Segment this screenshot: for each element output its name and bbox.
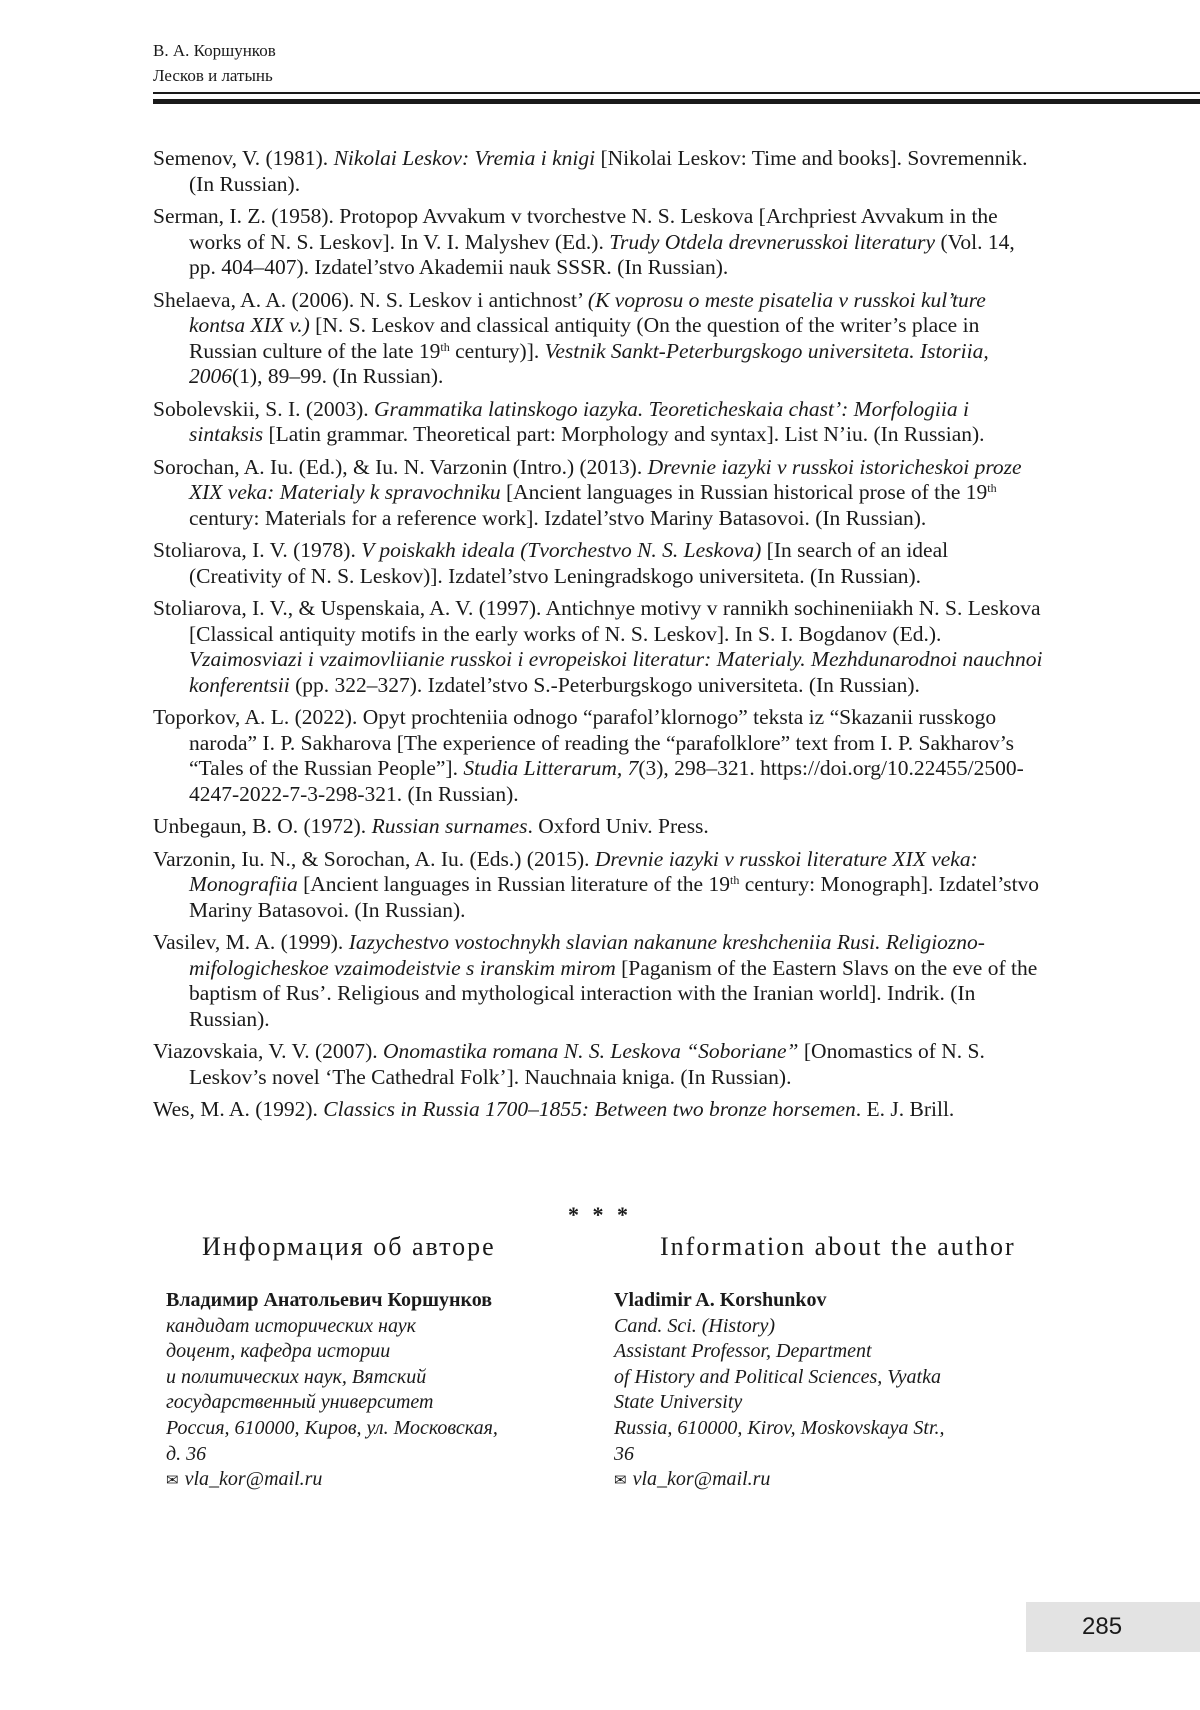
author-detail-line: 36: [614, 1442, 634, 1465]
author-detail-line: State University: [614, 1391, 743, 1414]
reference-title: Drevnie iazyki v russkoi istoricheskoi proze XIX veka: Materialy k spravochniku: [189, 454, 1022, 504]
reference-entry: [153, 538, 1043, 589]
author-detail-line: Russia, 610000, Kirov, Moskovskaya Str.,: [614, 1416, 945, 1439]
reference-text: (Vol. 14, pp. 404–407). Izdatel’stvo Akademii nauk SSSR. (In Russian).: [189, 229, 1015, 279]
reference-title: Classics in Russia 1700–1855: Between two bronze horsemen: [323, 1097, 856, 1121]
author-detail-line: of History and Political Sciences, Vyatka: [614, 1365, 941, 1388]
reference-title: Trudy Otdela drevnerusskoi literatury: [609, 229, 936, 254]
author-info-en: [614, 1288, 1054, 1495]
reference-entry: [153, 814, 1043, 840]
reference-text: century)].: [449, 338, 545, 363]
reference-entry: [153, 204, 1043, 281]
author-detail-line: доцент, кафедра истории: [166, 1340, 391, 1363]
reference-entry: [153, 1039, 1043, 1090]
reference-text: century: Materials for a reference work]. Izdatel’stvo Mariny Batasovoi. (In Russian).: [189, 505, 927, 530]
reference-text: . Oxford Univ. Press.: [527, 814, 709, 838]
header-rule-thick: [153, 99, 1200, 104]
reference-title: Vestnik Sankt-Peterburgskogo universiteta. Istoriia, 2006: [189, 338, 989, 388]
reference-superscript: th: [729, 873, 740, 887]
author-detail-line: Cand. Sci. (History): [614, 1314, 776, 1337]
reference-text: [Onomastics of N. S. Leskov’s novel ‘The Cathedral Folk’]. Nauchnaia kniga. (In Russian).: [189, 1039, 985, 1089]
reference-text: century: Monograph]. Izdatel’stvo Mariny Batasovoi. (In Russian).: [189, 872, 1040, 922]
email-link[interactable]: vla_kor@mail.ru: [184, 1468, 323, 1491]
reference-list: [153, 146, 1043, 1130]
reference-title: Iazychestvo vostochnykh slavian nakanune kreshcheniia Rusi. Religiozno-mifologicheskoe vzaimodeistvie s iranskim mirom: [189, 930, 985, 980]
reference-entry: [153, 847, 1043, 924]
author-detail-line: Assistant Professor, Department: [614, 1340, 872, 1363]
section-separator: * * *: [568, 1202, 632, 1227]
reference-text: Varzonin, Iu. N., & Sorochan, A. Iu. (Eds.) (2015).: [153, 846, 595, 871]
reference-text: (3), 298–321. https://doi.org/10.22455/2500-4247-2022-7-3-298-321. (In Russian).: [189, 756, 1024, 806]
reference-title: Vzaimosviazi i vzaimovliianie russkoi i evropeiskoi literatur: Materialy. Mezhdunarodnoi nauchnoi konferentsii: [189, 647, 1043, 697]
reference-text: [In search of an ideal (Creativity of N. S. Leskov)]. Izdatel’stvo Leningradskogo universiteta. (In Russian).: [189, 538, 949, 588]
author-info-ru: [166, 1288, 606, 1495]
reference-text: . E. J. Brill.: [855, 1097, 955, 1121]
reference-text: Unbegaun, B. O. (1972).: [153, 814, 372, 838]
author-email-ru: [166, 1467, 606, 1495]
page-number: 285: [1026, 1602, 1200, 1652]
reference-text: [Paganism of the Eastern Slavs on the eve of the baptism of Rus’. Religious and mythological interaction with the Iranian world]. Indrik. (In Russian).: [189, 955, 1038, 1031]
running-head: [153, 38, 276, 88]
author-detail-line: и политических наук, Вятский: [166, 1365, 427, 1388]
reference-entry: [153, 1097, 1043, 1123]
reference-title: Grammatika latinskogo iazyka. Teoreticheskaia chast’: Morfologiia i sintaksis: [189, 396, 969, 446]
author-name-ru: Владимир Анатольевич Коршунков: [166, 1289, 493, 1311]
envelope-icon: ✉: [166, 1473, 179, 1490]
envelope-icon: ✉: [614, 1473, 627, 1490]
reference-text: Shelaeva, A. A. (2006). N. S. Leskov i antichnost’: [153, 287, 588, 312]
reference-text: Toporkov, A. L. (2022). Opyt prochteniia odnogo “parafol’klornogo” teksta iz “Skazanii russkogo naroda” I. P. Sakharova [The experience of reading the “parafolklore” text from I. P. Sakharov’s “Tales of the Russian People”].: [153, 705, 1015, 780]
reference-text: [Ancient languages in Russian historical prose of the 19: [500, 480, 988, 504]
reference-entry: [153, 705, 1043, 807]
running-head-author: В. А. Коршунков: [153, 41, 276, 60]
author-detail-line: кандидат исторических наук: [166, 1314, 416, 1337]
reference-title: Studia Litterarum, 7: [463, 756, 639, 780]
reference-title: Drevnie iazyki v russkoi literature XIX veka: Monografiia: [189, 846, 978, 896]
reference-text: Wes, M. A. (1992).: [153, 1097, 324, 1121]
reference-text: [Latin grammar. Theoretical part: Morphology and syntax]. List N’iu. (In Russian).: [263, 422, 985, 446]
reference-text: Sorochan, A. Iu. (Ed.), & Iu. N. Varzonin (Intro.) (2013).: [153, 454, 648, 479]
author-info-title-ru: Информация об авторе: [202, 1232, 496, 1261]
reference-text: Stoliarova, I. V., & Uspenskaia, A. V. (1997). Antichnye motivy v rannikh sochineniiakh N. S. Leskova [Classical antiquity motifs in the early works of N. S. Leskov]. In S. I. Bogdanov (Ed.).: [153, 596, 1041, 646]
reference-title: Nikolai Leskov: Vremia i knigi: [333, 146, 596, 170]
reference-entry: [153, 397, 1043, 448]
author-detail-line: д. 36: [166, 1442, 207, 1465]
email-link[interactable]: vla_kor@mail.ru: [632, 1468, 771, 1491]
reference-entry: [153, 146, 1043, 197]
author-name-en: Vladimir A. Korshunkov: [614, 1289, 827, 1311]
reference-text: Stoliarova, I. V. (1978).: [153, 538, 362, 562]
reference-title: (K voprosu o meste pisatelia v russkoi kul’ture kontsa XIX v.): [189, 287, 986, 337]
reference-text: [N. S. Leskov and classical antiquity (On the question of the writer’s place in Russian culture of the late 19: [189, 313, 980, 363]
author-detail-line: государственный университет: [166, 1391, 434, 1414]
author-email-en: [614, 1467, 1054, 1495]
header-rule-thin: [153, 92, 1200, 94]
running-head-title: Лесков и латынь: [153, 66, 273, 85]
reference-text: (1), 89–99. (In Russian).: [232, 364, 444, 388]
reference-title: Russian surnames: [371, 814, 528, 838]
reference-text: Semenov, V. (1981).: [153, 146, 334, 170]
reference-text: (pp. 322–327). Izdatel’stvo S.-Peterburgskogo universiteta. (In Russian).: [289, 672, 920, 697]
reference-entry: [153, 455, 1043, 532]
reference-text: Sobolevskii, S. I. (2003).: [153, 396, 374, 421]
reference-entry: [153, 930, 1043, 1032]
reference-superscript: th: [440, 339, 450, 354]
reference-text: Viazovskaia, V. V. (2007).: [153, 1039, 384, 1063]
reference-text: Serman, I. Z. (1958). Protopop Avvakum v tvorchestve N. S. Leskova [Archpriest Avvakum in the works of N. S. Leskov]. In V. I. Malyshev (Ed.).: [153, 204, 998, 254]
reference-entry: [153, 288, 1043, 390]
reference-title: V poiskakh ideala (Tvorchestvo N. S. Leskova): [361, 538, 762, 562]
reference-text: Vasilev, M. A. (1999).: [153, 930, 349, 954]
author-detail-line: Россия, 610000, Киров, ул. Московская,: [166, 1416, 498, 1439]
reference-title: Onomastika romana N. S. Leskova “Soboriane”: [383, 1039, 799, 1063]
reference-superscript: th: [987, 481, 997, 495]
author-info-title-en: Information about the author: [660, 1232, 1016, 1261]
reference-entry: [153, 596, 1043, 698]
reference-text: [Ancient languages in Russian literature of the 19: [297, 872, 730, 896]
reference-text: [Nikolai Leskov: Time and books]. Sovremennik. (In Russian).: [189, 146, 1028, 196]
